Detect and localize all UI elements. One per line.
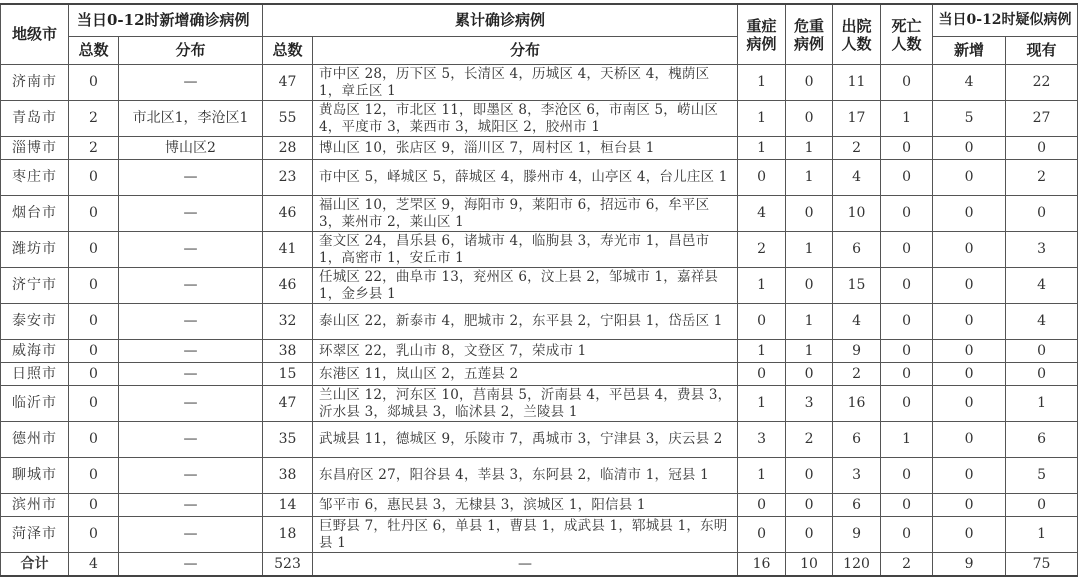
cumulative-total-cell: 28 (263, 137, 313, 160)
total-critical-cell: 10 (786, 553, 833, 577)
critical-cell: 0 (786, 268, 833, 304)
total-new-total-cell: 4 (69, 553, 119, 577)
new-total-cell: 0 (69, 517, 119, 553)
discharged-cell: 17 (833, 101, 881, 137)
table-row (1, 386, 1078, 422)
header-cumulative-distribution: 分布 (313, 37, 738, 65)
suspect-current-cell: 1 (1006, 386, 1078, 422)
cumulative-distribution-cell: 东港区 11，岚山区 2，五莲县 2 (313, 363, 738, 386)
new-total-cell: 0 (69, 386, 119, 422)
severe-cell: 1 (738, 137, 786, 160)
cumulative-distribution-cell: 武城县 11，德城区 9，乐陵市 7，禹城市 3，宁津县 3，庆云县 2 (313, 422, 738, 458)
table-row (1, 494, 1078, 517)
new-total-cell: 0 (69, 340, 119, 363)
suspect-new-cell: 0 (933, 232, 1006, 268)
critical-cell: 0 (786, 517, 833, 553)
discharged-cell: 9 (833, 340, 881, 363)
new-total-cell: 0 (69, 363, 119, 386)
cumulative-total-cell: 23 (263, 160, 313, 196)
total-cumulative-total-cell: 523 (263, 553, 313, 577)
header-suspect-current: 现有 (1006, 37, 1078, 65)
severe-cell: 1 (738, 65, 786, 101)
suspect-current-cell: 27 (1006, 101, 1078, 137)
new-distribution-cell: 博山区2 (119, 137, 263, 160)
table-row (1, 422, 1078, 458)
cumulative-distribution-cell: 巨野县 7，牡丹区 6，单县 1，曹县 1，成武县 1，郓城县 1，东明县 1 (313, 517, 738, 553)
city-cell: 泰安市 (1, 304, 69, 340)
city-cell: 德州市 (1, 422, 69, 458)
table-row (1, 458, 1078, 494)
deaths-cell: 0 (881, 304, 933, 340)
severe-cell: 0 (738, 160, 786, 196)
suspect-new-cell: 0 (933, 304, 1006, 340)
cumulative-total-cell: 47 (263, 386, 313, 422)
new-total-cell: 0 (69, 494, 119, 517)
suspect-new-cell: 0 (933, 422, 1006, 458)
total-row (1, 553, 1078, 577)
new-total-cell: 0 (69, 458, 119, 494)
table-row (1, 137, 1078, 160)
discharged-cell: 4 (833, 304, 881, 340)
cumulative-total-cell: 46 (263, 196, 313, 232)
deaths-cell: 0 (881, 232, 933, 268)
suspect-new-cell: 0 (933, 137, 1006, 160)
suspect-new-cell: 4 (933, 65, 1006, 101)
new-distribution-cell: — (119, 160, 263, 196)
critical-cell: 0 (786, 101, 833, 137)
cumulative-total-cell: 18 (263, 517, 313, 553)
new-total-cell: 0 (69, 196, 119, 232)
city-cell: 威海市 (1, 340, 69, 363)
suspect-current-cell: 2 (1006, 160, 1078, 196)
city-cell: 潍坊市 (1, 232, 69, 268)
city-cell: 日照市 (1, 363, 69, 386)
critical-cell: 1 (786, 232, 833, 268)
header-discharged: 出院人数 (833, 4, 881, 65)
severe-cell: 1 (738, 458, 786, 494)
critical-cell: 0 (786, 196, 833, 232)
new-total-cell: 2 (69, 137, 119, 160)
severe-cell: 1 (738, 268, 786, 304)
critical-cell: 1 (786, 160, 833, 196)
suspect-current-cell: 5 (1006, 458, 1078, 494)
critical-cell: 0 (786, 494, 833, 517)
total-cumulative-distribution-cell: — (313, 553, 738, 577)
header-new-group: 当日0-12时新增确诊病例 (69, 4, 263, 37)
table-row (1, 65, 1078, 101)
deaths-cell: 0 (881, 160, 933, 196)
city-cell: 烟台市 (1, 196, 69, 232)
cumulative-distribution-cell: 市中区 5，峄城区 5，薛城区 4，滕州市 4，山亭区 4，台儿庄区 1 (313, 160, 738, 196)
city-cell: 临沂市 (1, 386, 69, 422)
new-distribution-cell: — (119, 386, 263, 422)
table-row (1, 160, 1078, 196)
new-distribution-cell: — (119, 65, 263, 101)
critical-cell: 3 (786, 386, 833, 422)
severe-cell: 2 (738, 232, 786, 268)
cumulative-distribution-cell: 市中区 28，历下区 5，长清区 4，历城区 4，天桥区 4，槐荫区 1，章丘区 1 (313, 65, 738, 101)
header-new-distribution: 分布 (119, 37, 263, 65)
deaths-cell: 0 (881, 494, 933, 517)
suspect-new-cell: 0 (933, 340, 1006, 363)
critical-cell: 2 (786, 422, 833, 458)
suspect-new-cell: 0 (933, 160, 1006, 196)
suspect-current-cell: 1 (1006, 517, 1078, 553)
deaths-cell: 0 (881, 65, 933, 101)
new-total-cell: 0 (69, 268, 119, 304)
cumulative-total-cell: 55 (263, 101, 313, 137)
header-suspect-new: 新增 (933, 37, 1006, 65)
new-distribution-cell: — (119, 196, 263, 232)
discharged-cell: 16 (833, 386, 881, 422)
new-total-cell: 0 (69, 232, 119, 268)
total-suspect-new-cell: 9 (933, 553, 1006, 577)
suspect-current-cell: 0 (1006, 340, 1078, 363)
discharged-cell: 9 (833, 517, 881, 553)
severe-cell: 1 (738, 386, 786, 422)
deaths-cell: 1 (881, 101, 933, 137)
new-total-cell: 0 (69, 65, 119, 101)
discharged-cell: 11 (833, 65, 881, 101)
total-new-distribution-cell: — (119, 553, 263, 577)
table-header (1, 4, 1078, 65)
new-distribution-cell: — (119, 363, 263, 386)
suspect-new-cell: 0 (933, 517, 1006, 553)
new-distribution-cell: — (119, 458, 263, 494)
table-row (1, 196, 1078, 232)
table-body (1, 65, 1078, 577)
severe-cell: 0 (738, 517, 786, 553)
cumulative-total-cell: 14 (263, 494, 313, 517)
cumulative-total-cell: 47 (263, 65, 313, 101)
deaths-cell: 0 (881, 386, 933, 422)
city-cell: 聊城市 (1, 458, 69, 494)
cumulative-total-cell: 32 (263, 304, 313, 340)
city-cell: 淄博市 (1, 137, 69, 160)
cumulative-distribution-cell: 黄岛区 12，市北区 11，即墨区 8，李沧区 6，市南区 5，崂山区 4，平度市 3，莱西市 3，城阳区 2，胶州市 1 (313, 101, 738, 137)
header-deaths: 死亡人数 (881, 4, 933, 65)
suspect-current-cell: 4 (1006, 304, 1078, 340)
suspect-new-cell: 5 (933, 101, 1006, 137)
suspect-new-cell: 0 (933, 196, 1006, 232)
table-row (1, 304, 1078, 340)
header-severe: 重症病例 (738, 4, 786, 65)
new-total-cell: 2 (69, 101, 119, 137)
city-cell: 菏泽市 (1, 517, 69, 553)
covid-case-table-container (0, 3, 1078, 577)
city-cell: 济宁市 (1, 268, 69, 304)
cumulative-distribution-cell: 任城区 22，曲阜市 13，兖州区 6，汶上县 2，邹城市 1，嘉祥县 1，金乡县 1 (313, 268, 738, 304)
suspect-new-cell: 0 (933, 363, 1006, 386)
new-total-cell: 0 (69, 422, 119, 458)
suspect-new-cell: 0 (933, 494, 1006, 517)
deaths-cell: 0 (881, 363, 933, 386)
cumulative-distribution-cell: 环翠区 22，乳山市 8，文登区 7，荣成市 1 (313, 340, 738, 363)
cumulative-distribution-cell: 奎文区 24，昌乐县 6，诸城市 4，临朐县 3，寿光市 1，昌邑市 1，高密市 1，安丘市 1 (313, 232, 738, 268)
total-suspect-current-cell: 75 (1006, 553, 1078, 577)
city-cell: 滨州市 (1, 494, 69, 517)
severe-cell: 3 (738, 422, 786, 458)
new-distribution-cell: — (119, 340, 263, 363)
suspect-current-cell: 0 (1006, 494, 1078, 517)
discharged-cell: 2 (833, 363, 881, 386)
discharged-cell: 4 (833, 160, 881, 196)
suspect-current-cell: 4 (1006, 268, 1078, 304)
deaths-cell: 0 (881, 340, 933, 363)
cumulative-total-cell: 38 (263, 340, 313, 363)
severe-cell: 0 (738, 363, 786, 386)
header-suspect-group: 当日0-12时疑似病例 (933, 4, 1078, 37)
cumulative-total-cell: 46 (263, 268, 313, 304)
discharged-cell: 3 (833, 458, 881, 494)
cumulative-total-cell: 35 (263, 422, 313, 458)
critical-cell: 1 (786, 304, 833, 340)
cumulative-distribution-cell: 邹平市 6，惠民县 3，无棣县 3，滨城区 1，阳信县 1 (313, 494, 738, 517)
cumulative-distribution-cell: 福山区 10，芝罘区 9，海阳市 9，莱阳市 6，招远市 6，牟平区 3，莱州市 2，莱山区 1 (313, 196, 738, 232)
severe-cell: 0 (738, 304, 786, 340)
new-distribution-cell: — (119, 304, 263, 340)
suspect-current-cell: 6 (1006, 422, 1078, 458)
deaths-cell: 0 (881, 137, 933, 160)
new-distribution-cell: — (119, 232, 263, 268)
total-severe-cell: 16 (738, 553, 786, 577)
header-cumulative-total: 总数 (263, 37, 313, 65)
severe-cell: 0 (738, 494, 786, 517)
discharged-cell: 6 (833, 232, 881, 268)
header-critical: 危重病例 (786, 4, 833, 65)
new-distribution-cell: — (119, 422, 263, 458)
critical-cell: 1 (786, 137, 833, 160)
table-row (1, 101, 1078, 137)
new-distribution-cell: — (119, 494, 263, 517)
city-cell: 青岛市 (1, 101, 69, 137)
discharged-cell: 2 (833, 137, 881, 160)
total-discharged-cell: 120 (833, 553, 881, 577)
discharged-cell: 15 (833, 268, 881, 304)
city-cell: 枣庄市 (1, 160, 69, 196)
critical-cell: 0 (786, 458, 833, 494)
header-cumulative-group: 累计确诊病例 (263, 4, 738, 37)
deaths-cell: 0 (881, 458, 933, 494)
suspect-current-cell: 0 (1006, 196, 1078, 232)
deaths-cell: 0 (881, 196, 933, 232)
new-distribution-cell: — (119, 517, 263, 553)
cumulative-total-cell: 15 (263, 363, 313, 386)
city-cell: 济南市 (1, 65, 69, 101)
total-deaths-cell: 2 (881, 553, 933, 577)
cumulative-total-cell: 41 (263, 232, 313, 268)
suspect-new-cell: 0 (933, 268, 1006, 304)
deaths-cell: 0 (881, 517, 933, 553)
new-total-cell: 0 (69, 160, 119, 196)
deaths-cell: 1 (881, 422, 933, 458)
header-new-total: 总数 (69, 37, 119, 65)
covid-case-table (0, 3, 1078, 577)
new-distribution-cell: 市北区1，李沧区1 (119, 101, 263, 137)
suspect-current-cell: 22 (1006, 65, 1078, 101)
severe-cell: 4 (738, 196, 786, 232)
suspect-current-cell: 0 (1006, 363, 1078, 386)
cumulative-distribution-cell: 兰山区 12，河东区 10，莒南县 5，沂南县 4，平邑县 4，费县 3，沂水县 3，郯城县 3，临沭县 2，兰陵县 1 (313, 386, 738, 422)
suspect-new-cell: 0 (933, 458, 1006, 494)
severe-cell: 1 (738, 340, 786, 363)
deaths-cell: 0 (881, 268, 933, 304)
table-row (1, 517, 1078, 553)
header-city: 地级市 (1, 4, 69, 65)
suspect-new-cell: 0 (933, 386, 1006, 422)
table-row (1, 268, 1078, 304)
cumulative-distribution-cell: 东昌府区 27，阳谷县 4，莘县 3，东阿县 2，临清市 1，冠县 1 (313, 458, 738, 494)
cumulative-total-cell: 38 (263, 458, 313, 494)
discharged-cell: 6 (833, 494, 881, 517)
table-row (1, 363, 1078, 386)
discharged-cell: 10 (833, 196, 881, 232)
suspect-current-cell: 0 (1006, 137, 1078, 160)
new-distribution-cell: — (119, 268, 263, 304)
total-city-cell: 合计 (1, 553, 69, 577)
table-row (1, 232, 1078, 268)
cumulative-distribution-cell: 博山区 10，张店区 9，淄川区 7，周村区 1，桓台县 1 (313, 137, 738, 160)
cumulative-distribution-cell: 泰山区 22，新泰市 4，肥城市 2，东平县 2，宁阳县 1，岱岳区 1 (313, 304, 738, 340)
critical-cell: 0 (786, 363, 833, 386)
discharged-cell: 6 (833, 422, 881, 458)
critical-cell: 0 (786, 65, 833, 101)
new-total-cell: 0 (69, 304, 119, 340)
critical-cell: 1 (786, 340, 833, 363)
suspect-current-cell: 3 (1006, 232, 1078, 268)
table-row (1, 340, 1078, 363)
severe-cell: 1 (738, 101, 786, 137)
